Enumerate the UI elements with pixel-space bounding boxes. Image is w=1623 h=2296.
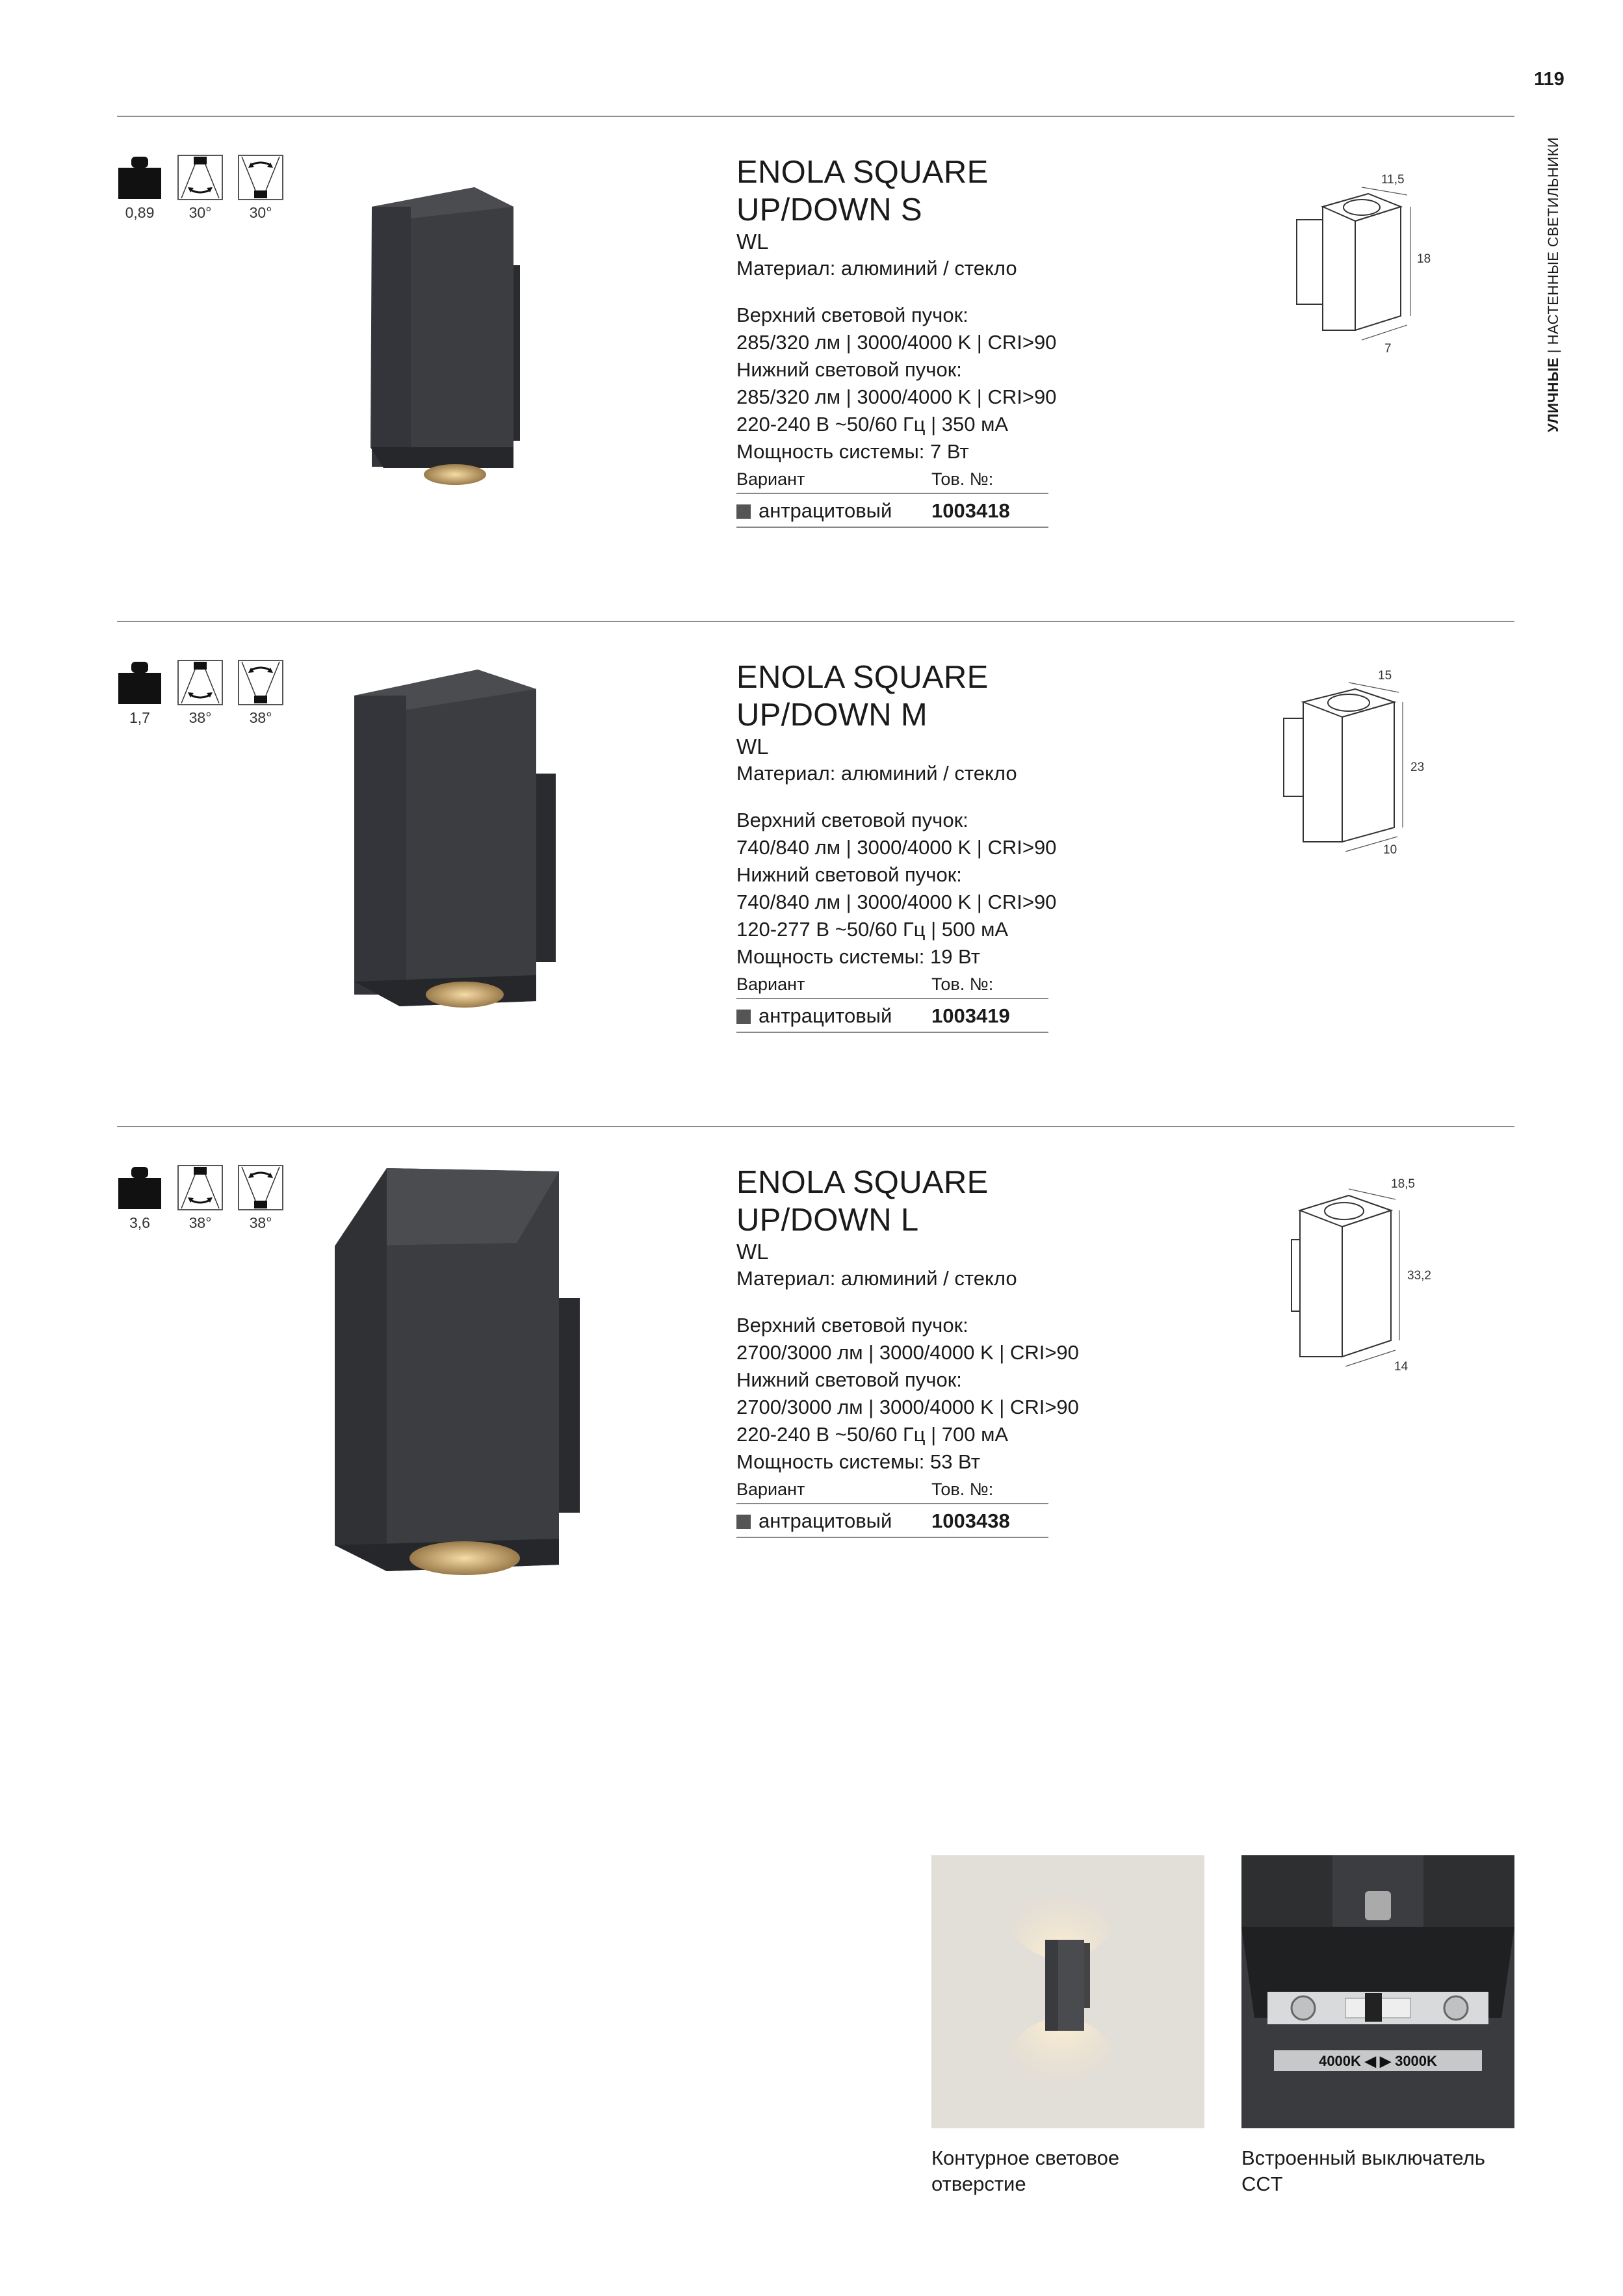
spec-line: 285/320 лм | 3000/4000 K | CRI>90 xyxy=(736,331,1057,354)
page-number: 119 xyxy=(1534,69,1565,90)
beam-angle-down-value: 30° xyxy=(249,204,272,221)
beam-angle-up-value: 38° xyxy=(188,709,212,726)
caption-cct-switch xyxy=(1241,2145,1485,2197)
product-subtitle: WL xyxy=(736,229,769,254)
variant-table-header xyxy=(736,972,1139,998)
spec-line: Нижний световой пучок: xyxy=(736,863,962,886)
beam-angle-down-value: 38° xyxy=(249,1214,272,1231)
dimension-height: 23 xyxy=(1410,761,1425,774)
dimension-depth: 14 xyxy=(1394,1360,1409,1374)
product-divider xyxy=(117,1126,1514,1127)
dimension-width: 18,5 xyxy=(1391,1177,1415,1191)
product-info xyxy=(736,659,1139,1033)
dimension-width: 15 xyxy=(1378,669,1392,683)
cct-switch-photo xyxy=(1241,1855,1514,2128)
beam-angle-up-value: 38° xyxy=(188,1214,212,1231)
product-subtitle: WL xyxy=(736,1240,769,1264)
spec-line: 220-240 В ~50/60 Гц | 700 мА xyxy=(736,1423,1009,1446)
product-divider xyxy=(117,621,1514,622)
product-title: ENOLA SQUARE UP/DOWN S xyxy=(736,155,989,228)
dimension-drawing xyxy=(1284,168,1433,363)
product-m xyxy=(0,621,1623,1115)
dimension-width: 11,5 xyxy=(1381,173,1405,187)
weight-icon xyxy=(117,660,162,705)
beam-angle-up-icon xyxy=(177,660,223,705)
dimension-height: 33,2 xyxy=(1407,1269,1431,1283)
beam-angle-up-icon xyxy=(177,155,223,200)
variant-name: антрацитовый xyxy=(759,1004,892,1027)
variant-header: Вариант xyxy=(736,974,805,994)
product-s xyxy=(0,116,1623,610)
spec-line: 740/840 лм | 3000/4000 K | CRI>90 xyxy=(736,891,1057,913)
article-number: 1003438 xyxy=(931,1509,1010,1532)
variant-name: антрацитовый xyxy=(759,1509,892,1532)
section-label-rest: НАСТЕННЫЕ СВЕТИЛЬНИКИ xyxy=(1545,137,1561,345)
dimension-depth: 7 xyxy=(1384,342,1392,356)
caption-line: CCT xyxy=(1241,2172,1283,2195)
weight-value: 3,6 xyxy=(129,1214,150,1231)
spec-line: 285/320 лм | 3000/4000 K | CRI>90 xyxy=(736,385,1057,408)
beam-angle-down-value: 38° xyxy=(249,709,272,726)
wall-light-photo xyxy=(931,1855,1204,2128)
caption-line: Контурное световое xyxy=(931,2146,1120,2169)
weight-value: 0,89 xyxy=(125,204,155,221)
spec-line: Мощность системы: 53 Вт xyxy=(736,1450,980,1473)
spec-line: Верхний световой пучок: xyxy=(736,1314,968,1337)
dimension-drawing xyxy=(1274,669,1430,861)
caption-line: Встроенный выключатель xyxy=(1241,2146,1485,2169)
spec-line: Мощность системы: 19 Вт xyxy=(736,945,980,968)
product-info xyxy=(736,153,1139,528)
product-photo xyxy=(351,187,546,499)
product-icons xyxy=(117,660,292,738)
caption-contour-aperture xyxy=(931,2145,1119,2197)
spec-line: 740/840 лм | 3000/4000 K | CRI>90 xyxy=(736,836,1057,859)
dimension-drawing xyxy=(1284,1177,1440,1376)
dimension-depth: 10 xyxy=(1383,843,1397,857)
product-icons xyxy=(117,155,292,233)
dimension-height: 18 xyxy=(1417,252,1431,266)
variant-row xyxy=(736,998,1048,1033)
section-label-separator: | xyxy=(1545,345,1561,358)
article-number: 1003419 xyxy=(931,1004,1010,1027)
variant-name: антрацитовый xyxy=(759,499,892,522)
product-material: Материал: алюминий / стекло xyxy=(736,1267,1017,1290)
product-material: Материал: алюминий / стекло xyxy=(736,257,1017,280)
product-divider xyxy=(117,116,1514,117)
weight-icon xyxy=(117,1165,162,1210)
product-title: ENOLA SQUARE UP/DOWN M xyxy=(736,660,989,733)
product-info xyxy=(736,1164,1139,1538)
spec-line: 2700/3000 лм | 3000/4000 K | CRI>90 xyxy=(736,1341,1079,1364)
color-swatch xyxy=(736,504,751,519)
article-header: Тов. №: xyxy=(931,1480,994,1499)
product-photo xyxy=(341,670,562,1034)
product-l xyxy=(0,1126,1623,1620)
variant-header: Вариант xyxy=(736,469,805,489)
beam-angle-down-icon xyxy=(238,155,283,200)
variant-row xyxy=(736,1503,1048,1538)
spec-line: Мощность системы: 7 Вт xyxy=(736,440,969,463)
beam-angle-up-value: 30° xyxy=(188,204,212,221)
product-icons xyxy=(117,1165,292,1243)
article-header: Тов. №: xyxy=(931,469,994,489)
section-label-bold: УЛИЧНЫЕ xyxy=(1545,357,1561,432)
product-title: ENOLA SQUARE UP/DOWN L xyxy=(736,1165,989,1238)
spec-line: 120-277 В ~50/60 Гц | 500 мА xyxy=(736,918,1009,941)
product-photo xyxy=(328,1168,588,1597)
spec-line: Нижний световой пучок: xyxy=(736,1368,962,1391)
spec-line: 2700/3000 лм | 3000/4000 K | CRI>90 xyxy=(736,1396,1079,1418)
cct-switch-label: 4000K ◀ ▶ 3000K xyxy=(1319,2053,1437,2069)
variant-table-header xyxy=(736,1477,1139,1503)
article-number: 1003418 xyxy=(931,499,1010,522)
spec-line: Верхний световой пучок: xyxy=(736,304,968,326)
variant-row xyxy=(736,493,1048,528)
article-header: Тов. №: xyxy=(931,974,994,994)
product-material: Материал: алюминий / стекло xyxy=(736,762,1017,785)
spec-line: 220-240 В ~50/60 Гц | 350 мА xyxy=(736,413,1009,436)
color-swatch xyxy=(736,1515,751,1529)
weight-value: 1,7 xyxy=(129,709,150,726)
beam-angle-down-icon xyxy=(238,1165,283,1210)
caption-line: отверстие xyxy=(931,2172,1026,2195)
spec-line: Верхний световой пучок: xyxy=(736,809,968,831)
product-subtitle: WL xyxy=(736,735,769,759)
weight-icon xyxy=(117,155,162,200)
beam-angle-down-icon xyxy=(238,660,283,705)
variant-table-header xyxy=(736,467,1139,493)
color-swatch xyxy=(736,1010,751,1024)
beam-angle-up-icon xyxy=(177,1165,223,1210)
variant-header: Вариант xyxy=(736,1480,805,1499)
spec-line: Нижний световой пучок: xyxy=(736,358,962,381)
